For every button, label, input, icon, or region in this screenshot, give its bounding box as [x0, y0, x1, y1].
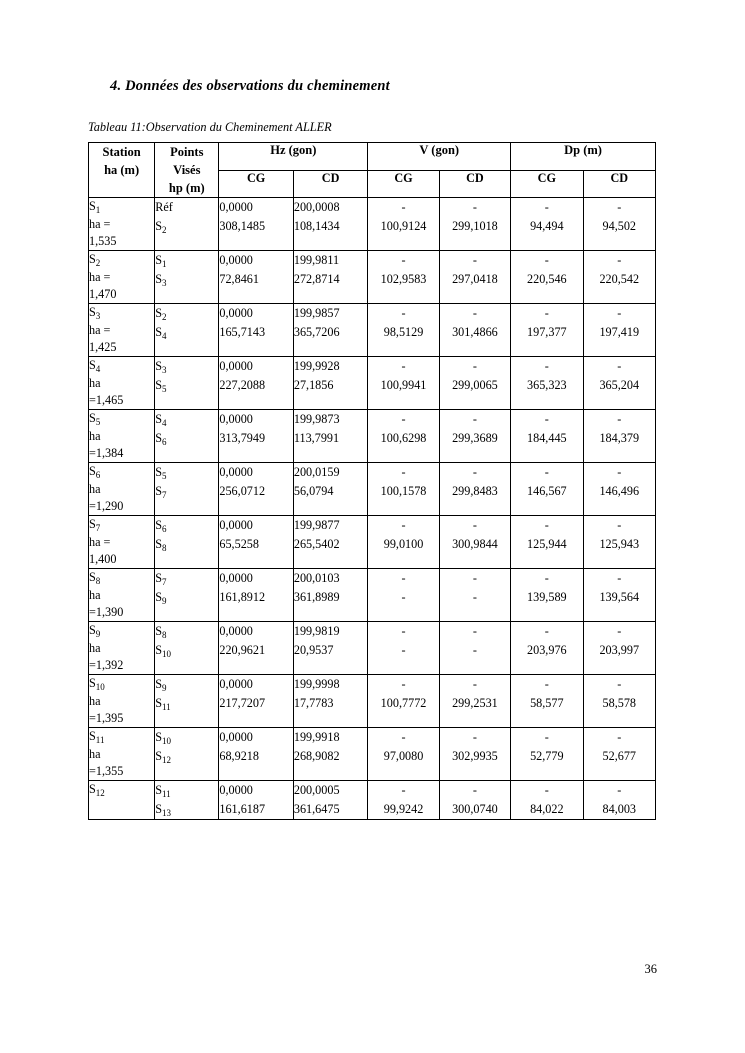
- table-cell: 199,9857 365,7206: [293, 304, 367, 357]
- station-cell: $S_2$ ha = 1,470: [89, 251, 155, 304]
- table-cell: - -: [368, 622, 439, 675]
- table-cell: 199,9811 272,8714: [293, 251, 367, 304]
- table-row: [89, 251, 656, 304]
- station-cell: $S_5$ ha =1,384: [89, 410, 155, 463]
- table-row: [89, 622, 656, 675]
- header-sub-v-cg: CG: [368, 170, 439, 198]
- header-sub-dp-cg: CG: [511, 170, 583, 198]
- table-cell: - 99,0100: [368, 516, 439, 569]
- table-row: [89, 198, 656, 251]
- table-cell: - 100,9941: [368, 357, 439, 410]
- table-cell: - 84,003: [583, 781, 655, 820]
- table-cell: - 299,1018: [439, 198, 510, 251]
- table-cell: - 99,9242: [368, 781, 439, 820]
- points-cell: $S_5$ $S_7$: [155, 463, 219, 516]
- table-cell: - 139,589: [511, 569, 583, 622]
- table-cell: - 98,5129: [368, 304, 439, 357]
- table-cell: 199,9998 17,7783: [293, 675, 367, 728]
- table-cell: 199,9819 20,9537: [293, 622, 367, 675]
- table-cell: - 100,1578: [368, 463, 439, 516]
- station-cell: $S_6$ ha =1,290: [89, 463, 155, 516]
- table-cell: - 94,494: [511, 198, 583, 251]
- table-cell: 0,0000 68,9218: [219, 728, 293, 781]
- page-number: 36: [644, 962, 657, 976]
- table-cell: - 299,3689: [439, 410, 510, 463]
- table-cell: - 84,022: [511, 781, 583, 820]
- station-cell: $S_4$ ha =1,465: [89, 357, 155, 410]
- header-station-line2: ha (m): [104, 163, 140, 178]
- table-cell: 200,0103 361,8989: [293, 569, 367, 622]
- table-cell: - 125,943: [583, 516, 655, 569]
- table-cell: - 184,379: [583, 410, 655, 463]
- points-cell: $S_3$ $S_5$: [155, 357, 219, 410]
- points-cell: $S_7$ $S_9$: [155, 569, 219, 622]
- table-cell: - 100,6298: [368, 410, 439, 463]
- header-group-v: V (gon): [368, 143, 511, 171]
- table-cell: - 299,2531: [439, 675, 510, 728]
- table-row: [89, 781, 656, 820]
- table-header: [89, 143, 656, 198]
- header-group-hz: Hz (gon): [219, 143, 368, 171]
- station-cell: $S_8$ ha =1,390: [89, 569, 155, 622]
- header-sub-dp-cd: CD: [583, 170, 655, 198]
- table-cell: 199,9918 268,9082: [293, 728, 367, 781]
- table-cell: - 146,567: [511, 463, 583, 516]
- table-cell: - 203,997: [583, 622, 655, 675]
- table-row: [89, 569, 656, 622]
- header-group-dp: Dp (m): [511, 143, 656, 171]
- table-cell: - -: [368, 569, 439, 622]
- table-cell: 0,0000 72,8461: [219, 251, 293, 304]
- table-cell: 0,0000 161,8912: [219, 569, 293, 622]
- table-cell: - 52,677: [583, 728, 655, 781]
- table-cell: - 125,944: [511, 516, 583, 569]
- points-cell: $S_{10}$ $S_{12}$: [155, 728, 219, 781]
- table-row: [89, 675, 656, 728]
- header-station: [89, 143, 155, 198]
- table-row: [89, 357, 656, 410]
- table-cell: - 52,779: [511, 728, 583, 781]
- table-cell: - 300,0740: [439, 781, 510, 820]
- section-title: 4. Données des observations du cheminement: [110, 78, 390, 94]
- table-cell: 199,9873 113,7991: [293, 410, 367, 463]
- table-cell: 0,0000 313,7949: [219, 410, 293, 463]
- station-cell: $S_1$ ha = 1,535: [89, 198, 155, 251]
- station-cell: $S_7$ ha = 1,400: [89, 516, 155, 569]
- points-cell: $S_6$ $S_8$: [155, 516, 219, 569]
- table-cell: - 300,9844: [439, 516, 510, 569]
- table-cell: 200,0005 361,6475: [293, 781, 367, 820]
- table-cell: - 220,546: [511, 251, 583, 304]
- table-cell: 199,9928 27,1856: [293, 357, 367, 410]
- points-cell: $S_1$ $S_3$: [155, 251, 219, 304]
- table-cell: - -: [439, 569, 510, 622]
- table-cell: 0,0000 165,7143: [219, 304, 293, 357]
- table-cell: - 94,502: [583, 198, 655, 251]
- table-row: [89, 516, 656, 569]
- table-cell: - 365,204: [583, 357, 655, 410]
- table-cell: - 220,542: [583, 251, 655, 304]
- table-cell: - 100,9124: [368, 198, 439, 251]
- header-station-line1: Station: [102, 145, 141, 159]
- table-cell: 200,0008 108,1434: [293, 198, 367, 251]
- table-cell: - 302,9935: [439, 728, 510, 781]
- table-cell: - -: [439, 622, 510, 675]
- station-cell: $S_3$ ha = 1,425: [89, 304, 155, 357]
- table-caption: Tableau 11:Observation du Cheminement ALLER: [88, 120, 332, 134]
- table-cell: 0,0000 308,1485: [219, 198, 293, 251]
- table-row: [89, 463, 656, 516]
- table-cell: - 97,0080: [368, 728, 439, 781]
- header-points: [155, 143, 219, 198]
- table-cell: 0,0000 161,6187: [219, 781, 293, 820]
- table-cell: 0,0000 217,7207: [219, 675, 293, 728]
- observations-table: [88, 142, 656, 820]
- points-cell: $S_4$ $S_6$: [155, 410, 219, 463]
- station-cell: $S_{10}$ ha =1,395: [89, 675, 155, 728]
- table-cell: 0,0000 256,0712: [219, 463, 293, 516]
- table-cell: 0,0000 227,2088: [219, 357, 293, 410]
- table-cell: - 184,445: [511, 410, 583, 463]
- header-sub-hz-cd: CD: [293, 170, 367, 198]
- table-cell: - 297,0418: [439, 251, 510, 304]
- table-cell: 0,0000 220,9621: [219, 622, 293, 675]
- table-row: [89, 728, 656, 781]
- points-cell: $S_9$ $S_{11}$: [155, 675, 219, 728]
- table-body: [89, 198, 656, 820]
- header-sub-hz-cg: CG: [219, 170, 293, 198]
- table-cell: - 58,577: [511, 675, 583, 728]
- table-cell: 0,0000 65,5258: [219, 516, 293, 569]
- table-cell: - 100,7772: [368, 675, 439, 728]
- station-cell: $S_{11}$ ha =1,355: [89, 728, 155, 781]
- table-row: [89, 410, 656, 463]
- header-points-line3: hp (m): [168, 181, 205, 196]
- header-sub-v-cd: CD: [439, 170, 510, 198]
- table-cell: - 299,0065: [439, 357, 510, 410]
- station-cell: $S_9$ ha =1,392: [89, 622, 155, 675]
- points-cell: $S_2$ $S_4$: [155, 304, 219, 357]
- table-row: [89, 304, 656, 357]
- table-cell: - 146,496: [583, 463, 655, 516]
- table-cell: 200,0159 56,0794: [293, 463, 367, 516]
- table-cell: - 139,564: [583, 569, 655, 622]
- table-cell: - 365,323: [511, 357, 583, 410]
- points-cell: $S_{11}$ $S_{13}$: [155, 781, 219, 820]
- table-cell: - 197,377: [511, 304, 583, 357]
- header-points-line1: Points: [170, 145, 204, 159]
- table-cell: - 58,578: [583, 675, 655, 728]
- header-points-line2: Visés: [173, 163, 201, 178]
- table-cell: - 102,9583: [368, 251, 439, 304]
- table-cell: - 299,8483: [439, 463, 510, 516]
- station-cell: $S_{12}$: [89, 781, 155, 820]
- points-cell: Réf $S_2$: [155, 198, 219, 251]
- table-cell: - 203,976: [511, 622, 583, 675]
- table-cell: 199,9877 265,5402: [293, 516, 367, 569]
- table-cell: - 197,419: [583, 304, 655, 357]
- points-cell: $S_8$ $S_{10}$: [155, 622, 219, 675]
- table-cell: - 301,4866: [439, 304, 510, 357]
